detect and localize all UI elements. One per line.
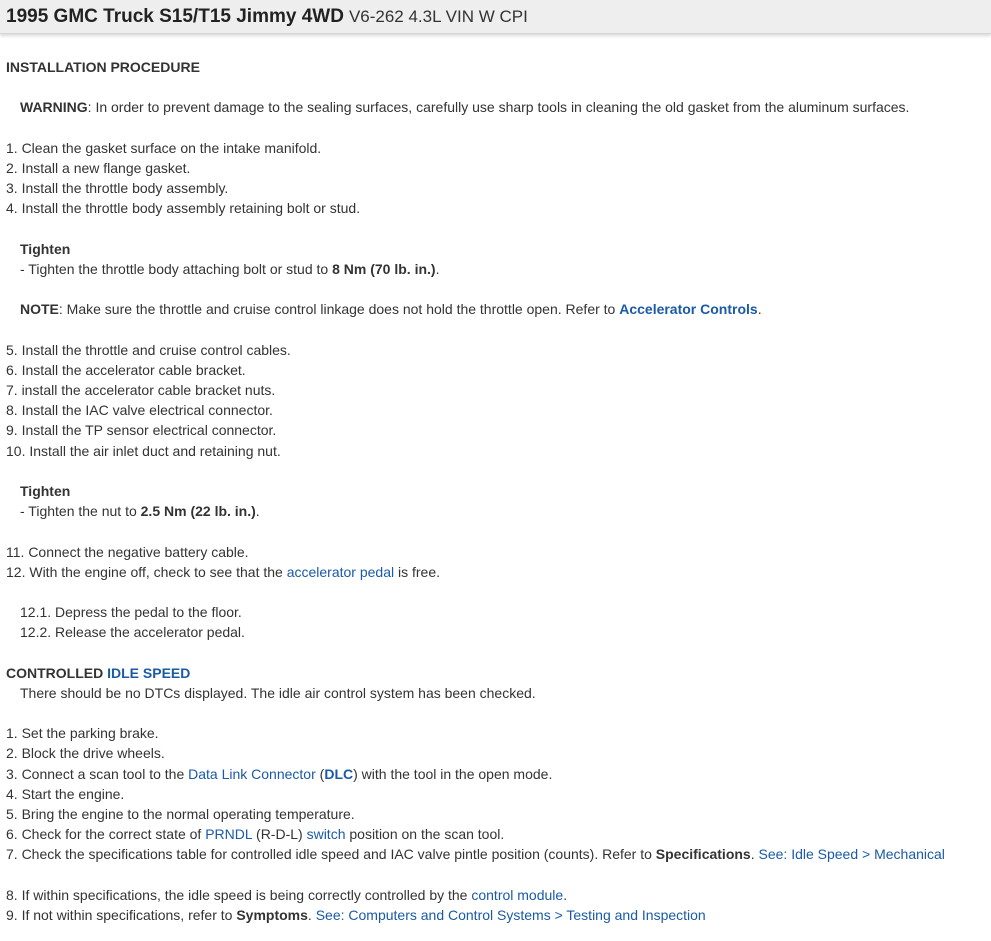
warning-paragraph [6,97,991,117]
list-item: 3. Install the throttle body assembly. [6,180,229,197]
accelerator-pedal-link[interactable]: accelerator pedal [286,563,395,580]
tighten-spec [6,259,991,279]
punctuation: . [435,260,440,277]
list-item [6,844,991,864]
tighten-spec [6,501,991,521]
list-item: 5. Install the throttle and cruise control cables. [6,341,291,358]
list-item [6,824,991,844]
step-text: 8. If within specifications, the idle speed is being correctly controlled by the [6,886,472,903]
torque-value: 8 Nm (70 lb. in.) [332,260,436,277]
list-item: 6. Install the accelerator cable bracket. [6,361,246,378]
torque-value: 2.5 Nm (22 lb. in.) [140,503,256,520]
list-item: 11. Connect the negative battery cable. [6,543,249,560]
step-text: 3. Connect a scan tool to the [6,765,189,782]
switch-link[interactable]: switch [306,826,346,843]
punctuation: . [757,301,762,318]
list-item: 8. Install the IAC valve electrical connector. [6,402,273,419]
symptoms-label: Symptoms [236,906,308,923]
warning-label: WARNING [20,99,88,116]
list-item: 2. Install a new flange gasket. [6,159,191,176]
sub-list-item: 12.2. Release the accelerator pedal. [20,624,245,641]
accelerator-controls-link[interactable]: Accelerator Controls [619,301,758,318]
steps-list-c [6,723,991,864]
section-heading-installation: INSTALLATION PROCEDURE [6,59,200,75]
prndl-link[interactable]: PRNDL [205,826,253,843]
list-item: 7. install the accelerator cable bracket nuts. [6,382,276,398]
list-item [6,562,991,582]
warning-text: : In order to prevent damage to the sealing surfaces, carefully use sharp tools in cleaning the old gasket from the aluminum surfaces. [87,99,910,116]
list-item: 5. Bring the engine to the normal operating temperature. [6,805,355,822]
tighten-text: - Tighten the nut to [20,503,141,520]
data-link-connector-link[interactable]: Data Link Connector [188,765,316,782]
list-item: 9. Install the TP sensor electrical connector. [6,422,277,439]
tighten-text: - Tighten the throttle body attaching bolt or stud to [20,260,333,277]
idle-speed-mechanical-link[interactable]: See: Idle Speed > Mechanical [758,846,945,863]
step-text: 6. Check for the correct state of [6,826,206,843]
step-text: 9. If not within specifications, refer to [6,906,237,923]
punctuation: . [563,886,568,903]
step-text: 12. With the engine off, check to see that the [6,563,287,580]
step-text: is free. [394,563,441,580]
specifications-label: Specifications [655,846,751,863]
page-header [0,0,991,34]
note-paragraph [6,299,991,319]
step-text: position on the scan tool. [345,826,505,843]
steps-list-b [6,340,991,461]
punctuation: . [255,503,260,520]
tighten-label: Tighten [20,240,71,257]
sub-list-item: 12.1. Depress the pedal to the floor. [20,604,242,621]
list-item: 1. Set the parking brake. [6,725,159,742]
list-item: 2. Block the drive wheels. [6,745,165,762]
list-item [6,885,991,905]
testing-inspection-link[interactable]: See: Computers and Control Systems > Testing and Inspection [315,906,706,923]
list-item: 4. Install the throttle body assembly retaining bolt or stud. [6,200,361,217]
list-item [6,764,991,784]
steps-list-a [6,138,991,219]
engine-subtitle: V6-262 4.3L VIN W CPI [348,6,528,26]
heading-text: CONTROLLED [6,664,108,681]
vehicle-title: 1995 GMC Truck S15/T15 Jimmy 4WD [6,5,344,27]
control-module-link[interactable]: control module [471,886,564,903]
list-item: 4. Start the engine. [6,785,125,802]
step-text: ( [315,765,325,782]
tighten-label: Tighten [20,482,71,499]
step-text: ) with the tool in the open mode. [353,765,553,782]
list-item: 1. Clean the gasket surface on the intake manifold. [6,139,322,156]
intro-paragraph: There should be no DTCs displayed. The idle air control system has been checked. [20,684,536,701]
note-label: NOTE [20,301,59,318]
list-item: 10. Install the air inlet duct and retaining nut. [6,442,281,459]
note-text: : Make sure the throttle and cruise control linkage does not hold the throttle open. Refer to [58,301,620,318]
punctuation: . [750,846,759,863]
section-heading-idle-speed [6,663,991,683]
list-item [6,905,991,925]
step-text: 7. Check the specifications table for controlled idle speed and IAC valve pintle position (counts). Refer to [6,846,656,863]
dlc-link[interactable]: DLC [324,765,354,782]
idle-speed-link[interactable]: IDLE SPEED [107,664,191,681]
procedure-content [0,34,991,925]
step-text: (R-D-L) [252,826,307,843]
punctuation: . [307,906,316,923]
